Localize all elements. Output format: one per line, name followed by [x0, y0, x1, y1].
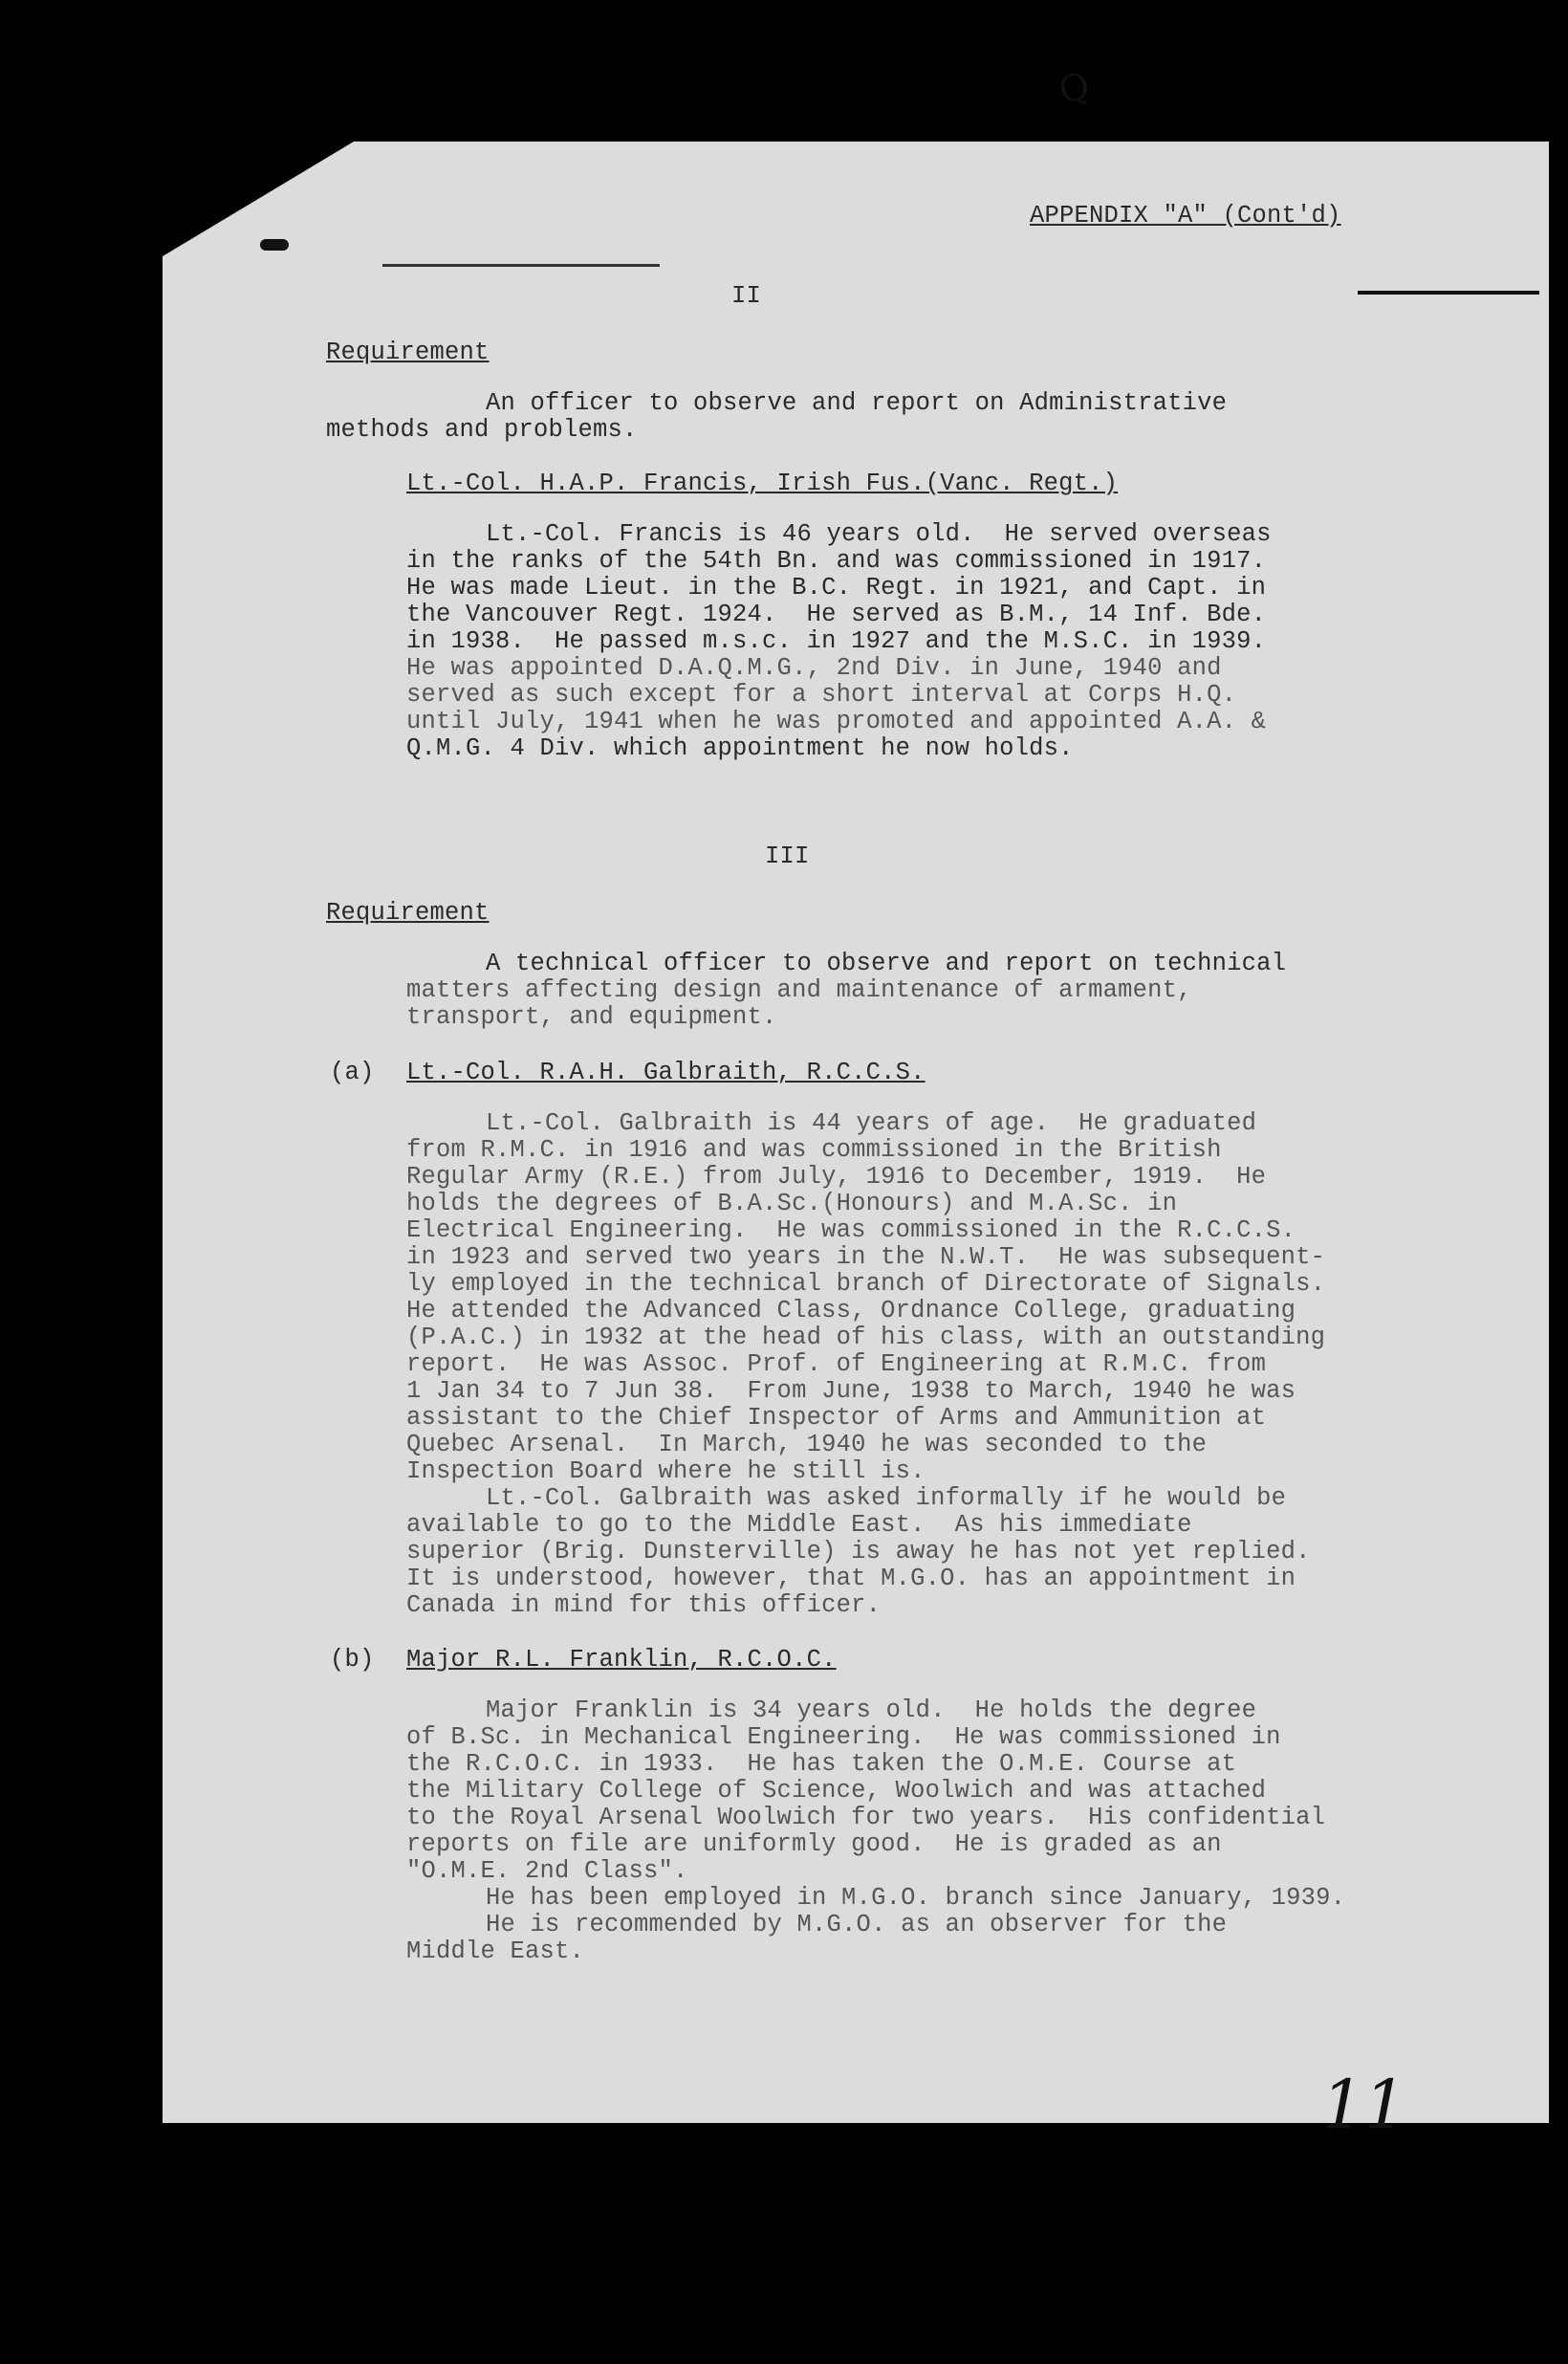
bio-line: (P.A.C.) in 1932 at the head of his class, with an outstanding	[406, 1324, 1326, 1351]
bio-line: superior (Brig. Dunsterville) is away he has not yet replied.	[406, 1538, 1311, 1565]
candidate-name: Lt.-Col. R.A.H. Galbraith, R.C.C.S.	[406, 1059, 926, 1086]
bio-line: Electrical Engineering. He was commissioned in the R.C.C.S.	[406, 1216, 1296, 1244]
bio-line: Regular Army (R.E.) from July, 1916 to December, 1919. He	[406, 1163, 1267, 1191]
bio-line: the R.C.O.C. in 1933. He has taken the O.M.E. Course at	[406, 1750, 1237, 1778]
bio-line: Lt.-Col. Galbraith is 44 years of age. He graduated	[486, 1109, 1257, 1137]
corner-handwritten-mark: Q	[1055, 64, 1094, 112]
candidate-name: Lt.-Col. H.A.P. Francis, Irish Fus.(Vanc. Regt.)	[406, 470, 1119, 497]
bio-line: Inspection Board where he still is.	[406, 1457, 926, 1485]
bio-line: He attended the Advanced Class, Ordnance College, graduating	[406, 1297, 1296, 1324]
bio-line: Canada in mind for this officer.	[406, 1591, 882, 1619]
bio-line: reports on file are uniformly good. He is graded as an	[406, 1830, 1222, 1858]
bio-line: He is recommended by M.G.O. as an observer for the	[486, 1911, 1228, 1938]
bio-line: Q.M.G. 4 Div. which appointment he now holds.	[406, 734, 1074, 762]
bio-line: assistant to the Chief Inspector of Arms and Ammunition at	[406, 1404, 1267, 1432]
bio-line: from R.M.C. in 1916 and was commissioned in the British	[406, 1136, 1222, 1164]
bio-line: holds the degrees of B.A.Sc.(Honours) and M.A.Sc. in	[406, 1190, 1178, 1217]
rule-mark-left	[382, 264, 660, 267]
requirement-text: transport, and equipment.	[406, 1003, 777, 1031]
folded-corner	[163, 142, 354, 256]
bio-line: Middle East.	[406, 1937, 585, 1965]
requirement-text: An officer to observe and report on Administrative	[486, 389, 1228, 417]
bio-line: He was appointed D.A.Q.M.G., 2nd Div. in June, 1940 and	[406, 654, 1222, 682]
bio-line: "O.M.E. 2nd Class".	[406, 1857, 688, 1885]
bio-line: the Vancouver Regt. 1924. He served as B.M., 14 Inf. Bde.	[406, 601, 1267, 628]
bio-line: in the ranks of the 54th Bn. and was commissioned in 1917.	[406, 547, 1267, 575]
bio-line: Lt.-Col. Galbraith was asked informally if he would be	[486, 1484, 1287, 1512]
rule-mark-right	[1358, 291, 1539, 295]
bio-line: It is understood, however, that M.G.O. has an appointment in	[406, 1565, 1296, 1592]
bio-line: Quebec Arsenal. In March, 1940 he was seconded to the	[406, 1431, 1208, 1458]
requirement-text: matters affecting design and maintenance of armament,	[406, 976, 1192, 1004]
requirement-text: methods and problems.	[326, 416, 638, 444]
bio-line: to the Royal Arsenal Woolwich for two years. His confidential	[406, 1804, 1326, 1831]
bio-line: He has been employed in M.G.O. branch since January, 1939.	[486, 1884, 1346, 1912]
bio-line: 1 Jan 34 to 7 Jun 38. From June, 1938 to March, 1940 he was	[406, 1377, 1296, 1405]
requirement-heading: Requirement	[326, 339, 490, 366]
candidate-letter: (b)	[330, 1646, 375, 1674]
bio-line: in 1938. He passed m.s.c. in 1927 and the M.S.C. in 1939.	[406, 627, 1267, 655]
section-numeral: II	[731, 282, 762, 310]
candidate-letter: (a)	[330, 1059, 375, 1086]
bio-line: He was made Lieut. in the B.C. Regt. in 1921, and Capt. in	[406, 574, 1267, 602]
bio-line: Lt.-Col. Francis is 46 years old. He served overseas	[486, 520, 1272, 548]
bio-line: report. He was Assoc. Prof. of Engineering at R.M.C. from	[406, 1350, 1267, 1378]
requirement-text: A technical officer to observe and report on technical	[486, 950, 1287, 977]
bio-line: the Military College of Science, Woolwich and was attached	[406, 1777, 1267, 1805]
bio-line: served as such except for a short interval at Corps H.Q.	[406, 681, 1237, 709]
bio-line: in 1923 and served two years in the N.W.T. He was subsequent-	[406, 1243, 1326, 1271]
bio-line: Major Franklin is 34 years old. He holds the degree	[486, 1696, 1257, 1724]
bio-line: until July, 1941 when he was promoted and appointed A.A. &	[406, 708, 1267, 735]
bio-line: ly employed in the technical branch of Directorate of Signals.	[406, 1270, 1326, 1298]
bio-line: available to go to the Middle East. As his immediate	[406, 1511, 1192, 1539]
appendix-heading: APPENDIX "A" (Cont'd)	[1030, 202, 1341, 230]
page-number-handwritten: 11	[1321, 2066, 1407, 2144]
requirement-heading: Requirement	[326, 899, 490, 927]
bio-line: of B.Sc. in Mechanical Engineering. He was commissioned in	[406, 1723, 1281, 1751]
punch-mark-left	[260, 239, 289, 251]
section-numeral: III	[765, 843, 810, 870]
candidate-name: Major R.L. Franklin, R.C.O.C.	[406, 1646, 837, 1674]
